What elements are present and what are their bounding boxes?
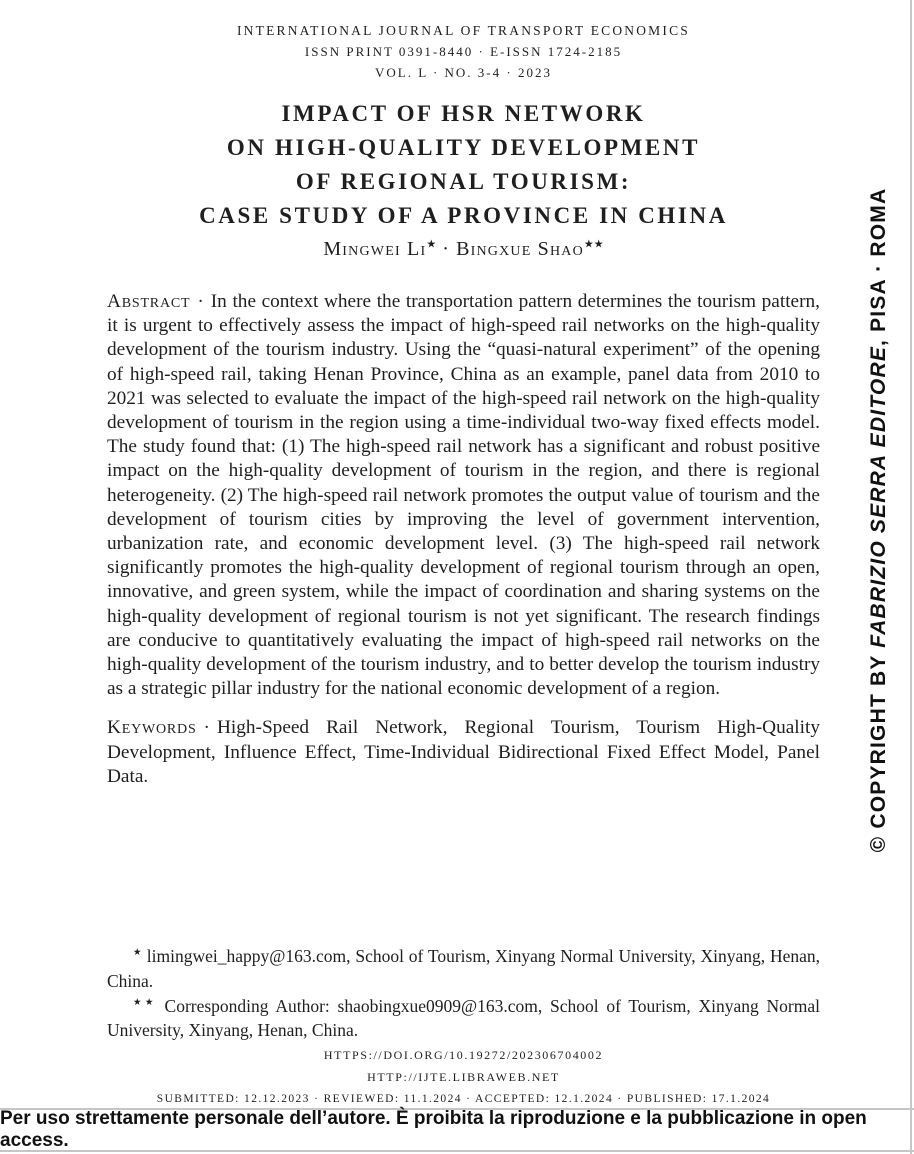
author-1 (323, 238, 436, 260)
personal-use-banner-text: Per uso strettamente personale dell’autore. È proibita la riproduzione e la pubblicazione in open access. (0, 1108, 867, 1151)
footnote-2 (107, 994, 820, 1044)
personal-use-banner (0, 1108, 914, 1152)
copyright-publisher: FABRIZIO SERRA EDITORE (867, 345, 890, 648)
article-title-line-4: CASE STUDY OF A PROVINCE IN CHINA (199, 203, 728, 228)
article-title-line-3: OF REGIONAL TOURISM: (295, 169, 632, 194)
journal-header (107, 20, 820, 83)
journal-issn-line: ISSN PRINT 0391-8440 · E-ISSN 1724-2185 (304, 44, 623, 59)
copyright-prefix: © COPYRIGHT BY (867, 647, 890, 853)
authors-line (107, 238, 820, 261)
right-edge-rule (910, 0, 912, 1154)
abstract-label: Abstract (107, 291, 191, 312)
footnote-1-text: limingwei_happy@163.com, School of Tourism, Xinyang Normal University, Xinyang, Henan, China. (107, 946, 820, 991)
article-title (87, 97, 840, 233)
article-title-line-1: IMPACT OF HSR NETWORK (281, 101, 646, 126)
keywords-text: High-Speed Rail Network, Regional Tourism, Tourism High-Quality Development, Influence Effect, Time-Individual Bidirectional Fixed Effect Model, Panel Data. (107, 717, 820, 787)
keywords-paragraph (107, 716, 820, 789)
footnote-2-marker: ★★ (133, 997, 157, 1008)
doi-link: HTTPS://DOI.ORG/10.19272/202306704002 (323, 1048, 604, 1062)
abstract-text: In the context where the transportation pattern determines the tourism pattern, it is urgent to effectively assess the impact of high-speed rail networks on the high-quality development of the tourism industry. Using the “quasi-natural experiment” of the opening of high-speed rail, taking Henan Province, China as an example, panel data from 2010 to 2021 was selected to evaluate the impact of the high-speed rail network on the high-quality development of tourism in the region using a time-individual two-way fixed effects model. The study found that: (1) The high-speed rail network has a significant and robust positive impact on the high-quality development of tourism in the region, and there is regional heterogeneity. (2) The high-speed rail network promotes the output value of tourism and the development of tourism cities by improving the level of government intervention, urbanization rate, and economic development level. (3) The high-speed rail network significantly promotes the high-quality development of regional tourism through an open, innovative, and green system, while the impact of coordination and sharing systems on the high-quality development of regional tourism is not yet significant. The research findings are conducive to quantitatively evaluating the impact of high-speed rail networks on the high-quality development of the tourism industry, and to better develop the tourism industry as a strategic pillar industry for the national economic development of a region. (107, 291, 820, 700)
abstract-separator: · (197, 291, 204, 312)
publication-info (107, 1044, 820, 1110)
submission-dates-line: SUBMITTED: 12.12.2023 · REVIEWED: 11.1.2024 · ACCEPTED: 12.1.2024 · PUBLISHED: 17.1.2024 (156, 1093, 771, 1105)
author-1-name: Mingwei Li (323, 238, 427, 260)
author-2-name: Bingxue Shao (456, 238, 584, 260)
authors-separator: · (442, 238, 451, 260)
abstract-paragraph (107, 290, 820, 701)
footnote-1-marker: ★ (133, 948, 142, 959)
article-title-line-2: ON HIGH-QUALITY DEVELOPMENT (226, 135, 701, 160)
copyright-suffix: , PISA · ROMA (867, 187, 890, 346)
article-body-column (107, 290, 820, 789)
keywords-label: Keywords (107, 717, 197, 739)
journal-name: INTERNATIONAL JOURNAL OF TRANSPORT ECONOMICS (236, 23, 690, 38)
footnote-2-text: Corresponding Author: shaobingxue0909@163.com, School of Tourism, Xinyang Normal University, Xinyang, Henan, China. (107, 995, 820, 1041)
vertical-copyright-notice (867, 140, 893, 900)
author-1-footnote-marker: ★ (426, 238, 437, 251)
footnote-1 (107, 944, 820, 994)
journal-volume-line: VOL. L · NO. 3-4 · 2023 (375, 65, 552, 80)
author-2 (456, 238, 604, 260)
keywords-separator: · (203, 717, 210, 739)
journal-website-link: HTTP://IJTE.LIBRAWEB.NET (367, 1070, 560, 1084)
footnotes-section (107, 944, 820, 1043)
author-2-footnote-marker: ★★ (583, 238, 604, 251)
